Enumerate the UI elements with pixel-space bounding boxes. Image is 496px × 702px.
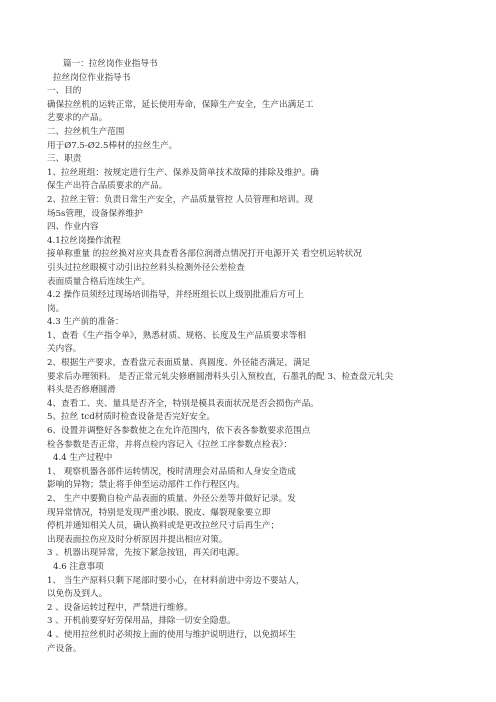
text-line: 要求后办理领料。 是否正常元轧尖修磨圆滑料头引入预校直，石墨乳的配 3、检查盘元轧尖 (47, 371, 394, 382)
text-line: 保生产出符合品质要求的产品。 (47, 181, 168, 192)
text-line: 岗。 (47, 303, 65, 314)
text-line: 用于Ø7.5-Ø2.5棒材的拉丝生产。 (47, 140, 178, 151)
document-subtitle: 拉丝岗位作业指导书 (53, 72, 131, 83)
text-line: 4、查看工、夹、量具是否齐全，特别是模具表面状况是否会损伤产品。 (47, 398, 319, 409)
text-line: 影响的异物；禁止将手伸至运动部件工作行程区内。 (47, 480, 245, 491)
text-line: 2 、设备运转过程中，严禁进行维修。 (47, 602, 193, 613)
text-line: 引头过拉丝眼模寸动引出拉丝料头检测外径公差检查 (47, 262, 245, 273)
text-line: 接单称重量 的拉丝换对应夹具查看各部位润滑点情况打开电源开关 看空机运转状况 (47, 249, 362, 260)
text-line: 2、 生产中要勤自检产品表面的质量、外径公差等并做好记录。发 (47, 494, 296, 504)
text-line: 2、拉丝主管：负责日常生产安全，产品质量管控 人员管理和培训。现 (47, 194, 314, 205)
text-line: 一、目的 (47, 86, 82, 97)
text-line: 4.1拉丝岗操作流程 (47, 235, 121, 246)
text-line: 停机并通知相关人员，确认换料或是更改拉丝尺寸后再生产； (47, 521, 280, 532)
text-line: 2、根据生产要求，查看盘元表面质量、真圆度、外径能否满足，满足 (47, 358, 311, 369)
text-line: 1、查看《生产指令单》，熟悉材质、规格、长度及生产品质要求等相 (47, 330, 306, 341)
text-line: 产设备。 (47, 643, 82, 654)
text-line: 1、 观察机器各部件运转情况，梭时清理会对品质和人身安全造成 (47, 466, 296, 477)
text-line: 6、设置并调整好各参数使之在允许范围内，依下表各参数要求范围点 (47, 426, 311, 437)
text-line: 表面质量合格后连续生产。 (47, 276, 151, 287)
text-line: 三、职责 (47, 154, 82, 165)
text-line: 现异常情况，特别是发现严重沙眼、脱皮、爆裂现象要立即 (47, 507, 271, 518)
text-line: 二、拉丝机生产范围 (47, 126, 125, 137)
text-line: 出现表面拉伤应及时分析原因并提出相应对策。 (47, 534, 228, 545)
text-line: 场5s管理，设备保养维护 (47, 208, 143, 219)
document-body (47, 58, 477, 656)
text-line: 5、拉丝 tcd材质时检查设备是否完好安全。 (47, 412, 216, 423)
text-line: 4.4 生产过程中 (53, 453, 113, 464)
text-line: 四、作业内容 (47, 222, 99, 233)
text-line: 以免伤及到人。 (47, 589, 108, 600)
text-line: 1、拉丝班组：按规定进行生产、保养及简单技术故障的排除及维护。确 (47, 167, 319, 178)
text-line: 检各参数是否正常，并将点检内容记入《拉丝工序参数点检表》： (47, 439, 292, 450)
paragraph-lines (47, 85, 477, 656)
text-line: 4 、使用拉丝机时必须按上面的使用与维护说明进行，以免损坏生 (47, 629, 296, 640)
text-line: 关内容。 (47, 344, 82, 355)
text-line: 料头是否修磨圆滑 (47, 385, 116, 396)
text-line: 4.2 操作员须经过现场培训指导，并经班组长以上级别批准后方可上 (47, 290, 305, 301)
text-line: 3 、机器出现异常，先按下紧急按钮，再关闭电源。 (47, 548, 245, 559)
text-line: 确保拉丝机的运转正常，延长使用寿命，保障生产安全，生产出满足工 (47, 99, 314, 110)
text-line: 3 、开机前要穿好劳保用品，排除一切安全隐患。 (47, 616, 236, 627)
document-title: 篇一：拉丝岗作业指导书 (63, 59, 158, 69)
text-line: 4.6 注意事项 (53, 561, 104, 572)
text-line: 1、 当生产原料只剩下尾部时要小心，在材料前进中旁边不要站人， (47, 575, 305, 586)
text-line: 4.3 生产前的准备： (47, 317, 124, 328)
text-line: 艺要求的产品。 (47, 113, 108, 124)
